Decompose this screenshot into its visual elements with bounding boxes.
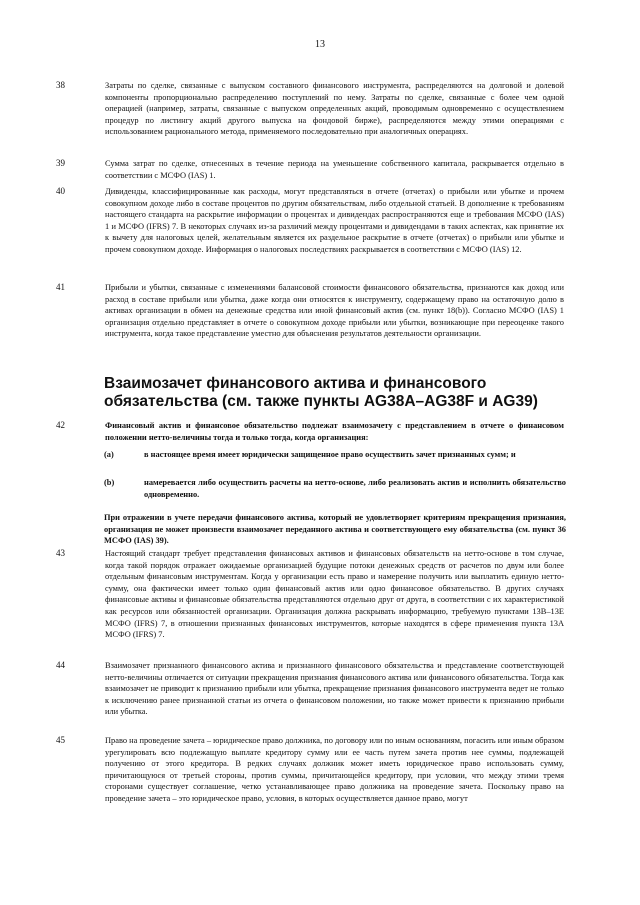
paragraph-number: 39 (56, 158, 65, 168)
list-item-text: в настоящее время имеет юридически защищенное право осуществить зачет признанных сумм; и (144, 450, 516, 459)
paragraph-42-note: При отражении в учете передачи финансового актива, который не удовлетворяет критериям прекращения признания, организация не может произвести взаимозачет переданного актива и соответствующего ему обязательства (см. пункт 36 МСФО (IAS) 39). (104, 513, 566, 546)
paragraph-44 (56, 660, 566, 718)
list-item-a (104, 449, 566, 461)
page-number: 13 (315, 39, 325, 50)
paragraph-text: Настоящий стандарт требует представления финансовых активов и финансовых обязательств на нетто-основе в том случае, когда такой порядок отражает ожидаемые организацией будущие потоки денежных средств от расчетов по двум или более отдельным финансовым инструментам. Когда у организации есть право и намерение получить или выплатить единую нетто-сумму, она фактически имеет только один финансовый актив или одно финансовое обязательство. В других случаях финансовые активы и финансовые обязательства представляются отдельно друг от друга, в соответствии с их характеристикой как ресурсов или обязанностей организации. Организация должна раскрывать информацию, требуемую пунктами 13B–13E МСФО (IFRS) 7, в отношении признанных финансовых инструментов, которые находятся в сфере применения пункта 13A МСФО (IFRS) 7. (105, 549, 564, 640)
paragraph-text: Сумма затрат по сделке, отнесенных в течение периода на уменьшение собственного капитала, раскрывается отдельно в соответствии с МСФО (IAS) 1. (105, 159, 564, 180)
section-heading: Взаимозачет финансового актива и финансового обязательства (см. также пункты AG38A–AG38F и AG39) (104, 375, 538, 410)
paragraph-number: 41 (56, 282, 65, 292)
list-item-text: намеревается либо осуществить расчеты на нетто-основе, либо реализовать актив и исполнить обязательство одновременно. (144, 478, 566, 499)
paragraph-38 (56, 80, 566, 138)
paragraph-number: 44 (56, 660, 65, 670)
paragraph-45 (56, 735, 566, 805)
paragraph-text: Право на проведение зачета – юридическое право должника, по договору или по иным основаниям, погасить или иным образом урегулировать всю подлежащую выплате кредитору сумму или ее часть путем зачета против нее суммы, подлежащей получению от этого кредитора. В редких случаях должник может иметь юридическое право использовать сумму, причитающуюся от третьей стороны, против суммы, причитающейся кредитору, при условии, что между этими тремя сторонами существует соглашение, четко устанавливающее право должника на проведение зачета. Поскольку право на проведение зачета – это юридическое право, условия, в которых осуществляется данное право, могут (105, 736, 564, 803)
paragraph-39 (56, 158, 566, 181)
paragraph-text: Дивиденды, классифицированные как расходы, могут представляться в отчете (отчетах) о прибыли или убытке и прочем совокупном доходе либо в составе процентов по другим обязательствам, либо отдельной статьей. В дополнение к требованиям настоящего стандарта на раскрытие информации о процентах и дивидендах распространяются еще и требования МСФО (IAS) 1 и МСФО (IFRS) 7. В некоторых случаях из-за различий между процентами и дивидендами в таких аспектах, как принятие их к вычету для налоговых целей, желательным является их раздельное раскрытие в отчете (отчетах) о прибыли или убытке и прочем совокупном доходе. Информация о налоговых последствиях раскрывается в соответствии с МСФО (IAS) 12. (105, 187, 564, 254)
paragraph-text: Прибыли и убытки, связанные с изменениями балансовой стоимости финансового обязательства, признаются как доход или расход в составе прибыли или убытка, даже когда они относятся к инструменту, содержащему право на остаточную долю в активах организации в обмен на денежные средства или иной финансовый актив (см. пункт 18(b)). Согласно МСФО (IAS) 1 организация отдельно представляет в отчете о совокупном доходе прибыли или убытки, возникающие при переоценке такого инструмента, когда такое представление уместно для объяснения результатов деятельности организации. (105, 283, 564, 339)
list-item-label: (a) (104, 450, 114, 459)
paragraph-text: Финансовый актив и финансовое обязательство подлежат взаимозачету с представлением в отчете о финансовом положении нетто-величины тогда и только тогда, когда организация: (105, 421, 564, 442)
paragraph-number: 38 (56, 80, 65, 90)
paragraph-40 (56, 186, 566, 256)
list-item-b (104, 477, 566, 500)
paragraph-number: 43 (56, 548, 65, 558)
paragraph-text: Затраты по сделке, связанные с выпуском составного финансового инструмента, распределяются на долговой и долевой компоненты пропорционально распределению поступлений по нему. Затраты по сделке, связанные с более чем одной операцией (например, затраты, связанные с выпуском определенных акций, проводимым одновременно с осуществлением процедур по листингу акций другого выпуска на фондовой бирже), распределяются между этими операциями с использованием рационального метода, применяемого последовательно при аналогичных операциях. (105, 81, 564, 137)
paragraph-number: 45 (56, 735, 65, 745)
paragraph-43 (56, 548, 566, 641)
paragraph-number: 40 (56, 186, 65, 196)
paragraph-text: Взаимозачет признанного финансового актива и признанного финансового обязательства и представление соответствующей нетто-величины отличается от ситуации прекращения признания финансового актива или финансового обязательства. Тогда как взаимозачет не приводит к признанию прибыли или убытка, прекращение признания финансового инструмента ведет не только к исключению ранее признанной статьи из отчета о финансовом положении, но также может привести к признанию прибыли или убытка. (105, 661, 564, 717)
paragraph-number: 42 (56, 420, 65, 430)
paragraph-41 (56, 282, 566, 340)
paragraph-42 (56, 420, 566, 443)
list-item-label: (b) (104, 478, 115, 487)
